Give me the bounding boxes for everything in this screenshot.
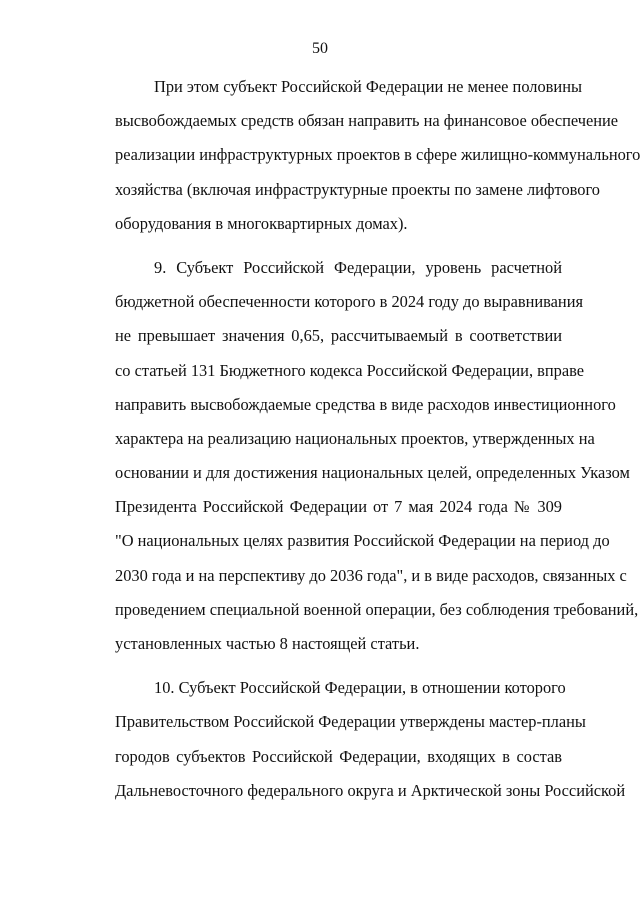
text-line: Дальневосточного федерального округа и Арктической зоны Российской: [115, 780, 626, 800]
paragraph-9: [76, 251, 639, 661]
text-line: При этом субъект Российской Федерации не менее половины: [154, 77, 582, 96]
text-line: реализации инфраструктурных проектов в сфере жилищно-коммунального: [115, 145, 640, 165]
text-line: оборудования в многоквартирных домах).: [115, 213, 408, 233]
text-line: хозяйства (включая инфраструктурные проекты по замене лифтового: [115, 179, 600, 199]
page-number: 50: [312, 40, 328, 57]
text-line: высвобождаемых средств обязан направить на финансовое обеспечение: [115, 111, 619, 131]
text-line: проведением специальной военной операции, без соблюдения требований,: [115, 599, 639, 619]
text-line: городов субъектов Российской Федерации, входящих в состав: [115, 746, 562, 766]
text-line: установленных частью 8 настоящей статьи.: [115, 634, 420, 653]
text-line: не превышает значения 0,65, рассчитываемый в соответствии: [115, 326, 562, 346]
paragraph-1: [76, 70, 640, 241]
text-line: 2030 года и на перспективу до 2036 года", и в виде расходов, связанных с: [115, 565, 627, 585]
text-line: со статьей 131 Бюджетного кодекса Российской Федерации, вправе: [115, 360, 585, 380]
text-line: основании и для достижения национальных целей, определенных Указом: [115, 463, 630, 483]
document-body: [76, 70, 640, 808]
text-line: 9. Субъект Российской Федерации, уровень расчетной: [154, 257, 562, 277]
text-line: характера на реализацию национальных проектов, утвержденных на: [115, 428, 595, 448]
paragraph-10: [76, 671, 626, 808]
text-line: 10. Субъект Российской Федерации, в отношении которого: [154, 678, 566, 698]
text-line: бюджетной обеспеченности которого в 2024 году до выравнивания: [115, 292, 584, 312]
text-line: направить высвобождаемые средства в виде расходов инвестиционного: [115, 394, 616, 414]
text-line: Правительством Российской Федерации утверждены мастер-планы: [115, 712, 586, 732]
text-line: "О национальных целях развития Российской Федерации на период до: [115, 531, 610, 551]
text-line: Президента Российской Федерации от 7 мая 2024 года № 309: [115, 497, 562, 517]
